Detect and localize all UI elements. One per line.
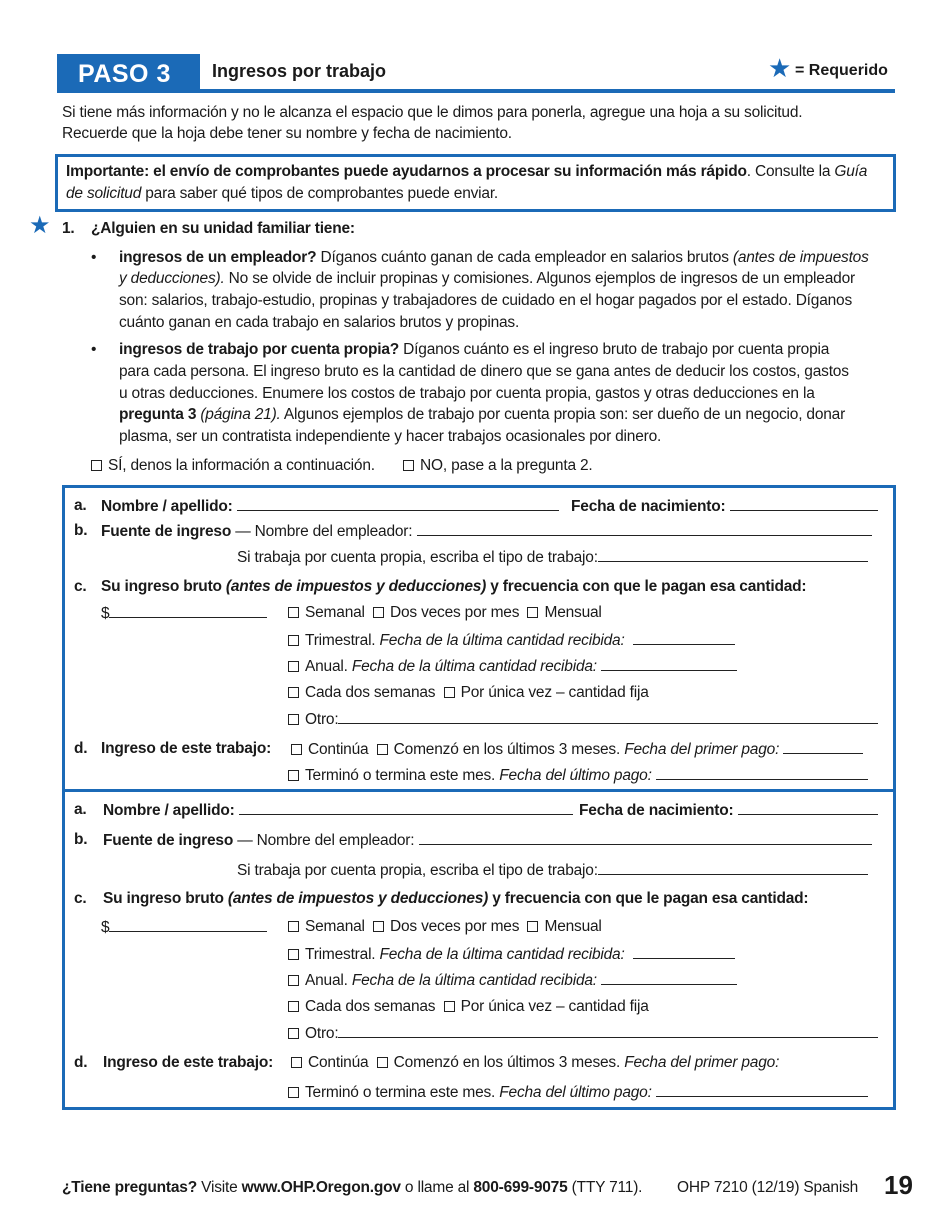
quarterly-row[interactable]: Trimestral. Fecha de la última cantidad recibida: [288, 630, 735, 651]
other-row[interactable]: Otro: [288, 1023, 878, 1044]
annual-date-input[interactable] [601, 656, 737, 671]
row-a-letter: a. [74, 801, 87, 818]
annual-checkbox[interactable] [288, 661, 299, 672]
amount-input[interactable] [109, 603, 267, 618]
name-field[interactable]: Nombre / apellido: [103, 800, 573, 821]
bullet1-line-1: ingresos de un empleador? Díganos cuánto ganan de cada empleador en salarios brutos (antes de impuestos [119, 249, 869, 266]
row-b-letter: b. [74, 831, 88, 848]
ongoing-checkbox[interactable] [291, 744, 302, 755]
name-field[interactable]: Nombre / apellido: [101, 496, 559, 517]
quarterly-checkbox[interactable] [288, 949, 299, 960]
important-line-2: de solicitud para saber qué tipos de comprobantes puede enviar. [66, 185, 499, 202]
footer-contact: ¿Tiene preguntas? Visite www.OHP.Oregon.gov o llame al 800-699-9075 (TTY 711). [62, 1179, 643, 1196]
frequency-row-1[interactable]: Semanal Dos veces por mes Mensual [288, 917, 602, 937]
ongoing-checkbox[interactable] [291, 1057, 302, 1068]
quarterly-date-input[interactable] [633, 944, 735, 959]
bullet1-line-3: son: salarios, trabajo-estudio, propinas y trabajadores de cuidado en el hogar pagados por el estado. Díganos [119, 292, 853, 309]
row-c-letter: c. [74, 890, 87, 907]
yes-option[interactable]: SÍ, denos la información a continuación. [91, 456, 375, 476]
one-time-checkbox[interactable] [444, 1001, 455, 1012]
important-line-1: Importante: el envío de comprobantes puede ayudarnos a procesar su información más rápido. Consulte la Guía [66, 163, 868, 180]
footer-link[interactable]: www.OHP.Oregon.gov [241, 1179, 401, 1196]
bullet2-line-4: pregunta 3 (página 21). Algunos ejemplos de trabajo por cuenta propia son: ser dueño de un negocio, donar [119, 406, 846, 423]
form-id: OHP 7210 (12/19) Spanish [677, 1179, 859, 1196]
annual-row[interactable]: Anual. Fecha de la última cantidad recibida: [288, 970, 737, 991]
employer-input[interactable] [417, 521, 872, 536]
other-row[interactable]: Otro: [288, 709, 878, 730]
intro-line-1: Si tiene más información y no le alcanza el espacio que le dimos para ponerla, agregue una hoja a su solicitud. [62, 104, 803, 121]
job-status-row-2[interactable]: Terminó o termina este mes. Fecha del último pago: [288, 765, 868, 786]
amount-input[interactable] [109, 917, 267, 932]
job-income-label: Ingreso de este trabajo: [101, 740, 272, 757]
weekly-checkbox[interactable] [288, 607, 299, 618]
job-status-row-1[interactable]: Continúa Comenzó en los últimos 3 meses. Fecha del primer pago: [291, 739, 863, 760]
twice-month-checkbox[interactable] [373, 607, 384, 618]
star-icon: ★ [768, 53, 792, 83]
required-note: = Requerido [795, 62, 888, 79]
bullet2-line-2: para cada persona. El ingreso bruto es la cantidad de dinero que se gana antes de deducir los costos, gastos [119, 363, 849, 380]
row-d-letter: d. [74, 740, 88, 757]
amount-field[interactable]: $ [101, 603, 267, 624]
required-star-icon: ★ [29, 212, 51, 239]
page-title: Ingresos por trabajo [212, 61, 387, 81]
other-checkbox[interactable] [288, 714, 299, 725]
frequency-row-1[interactable]: Semanal Dos veces por mes Mensual [288, 603, 602, 623]
dob-field[interactable]: Fecha de nacimiento: [571, 496, 878, 517]
dob-input[interactable] [730, 496, 878, 511]
no-option[interactable]: NO, pase a la pregunta 2. [403, 456, 593, 476]
twice-month-checkbox[interactable] [373, 921, 384, 932]
ended-checkbox[interactable] [288, 1087, 299, 1098]
biweekly-checkbox[interactable] [288, 1001, 299, 1012]
intro-line-2: Recuerde que la hoja debe tener su nombre y fecha de nacimiento. [62, 125, 512, 142]
name-input[interactable] [239, 800, 573, 815]
form-divider [62, 789, 896, 792]
yes-checkbox[interactable] [91, 460, 102, 471]
question-number: 1. [62, 220, 75, 237]
bullet-icon: • [91, 341, 97, 358]
annual-date-input[interactable] [601, 970, 737, 985]
quarterly-date-input[interactable] [633, 630, 735, 645]
annual-row[interactable]: Anual. Fecha de la última cantidad recibida: [288, 656, 737, 677]
bullet1-line-2: y deducciones). No se olvide de incluir propinas y comisiones. Algunos ejemplos de ingresos de un empleador [119, 270, 855, 287]
bullet-icon: • [91, 249, 97, 266]
last-pay-input[interactable] [656, 1082, 868, 1097]
amount-field[interactable]: $ [101, 917, 267, 938]
step-label: PASO 3 [78, 60, 171, 88]
row-a-letter: a. [74, 497, 87, 514]
page-number: 19 [884, 1170, 913, 1200]
bullet2-line-1: ingresos de trabajo por cuenta propia? Díganos cuánto es el ingreso bruto de trabajo por cuenta propia [119, 341, 830, 358]
gross-income-heading: Su ingreso bruto (antes de impuestos y deducciones) y frecuencia con que le pagan esa cantidad: [103, 890, 809, 907]
employer-input[interactable] [419, 830, 872, 845]
monthly-checkbox[interactable] [527, 607, 538, 618]
job-status-row-1[interactable]: Continúa Comenzó en los últimos 3 meses. Fecha del primer pago: [291, 1053, 779, 1073]
self-employed-input[interactable] [598, 860, 868, 875]
other-input[interactable] [338, 709, 878, 724]
gross-income-heading: Su ingreso bruto (antes de impuestos y deducciones) y frecuencia con que le pagan esa cantidad: [101, 578, 807, 595]
quarterly-row[interactable]: Trimestral. Fecha de la última cantidad recibida: [288, 944, 735, 965]
job-status-row-2[interactable]: Terminó o termina este mes. Fecha del último pago: [288, 1082, 868, 1103]
one-time-checkbox[interactable] [444, 687, 455, 698]
job-income-label: Ingreso de este trabajo: [103, 1054, 274, 1071]
header-rule [57, 89, 895, 93]
self-employed-field[interactable]: Si trabaja por cuenta propia, escriba el tipo de trabajo: [237, 860, 868, 881]
question-text: ¿Alguien en su unidad familiar tiene: [91, 220, 355, 237]
bullet2-line-3: u otras deducciones. Enumere los costos de trabajo por cuenta propia, gastos y otras deducciones en la [119, 385, 815, 402]
dob-input[interactable] [738, 800, 878, 815]
self-employed-input[interactable] [598, 547, 868, 562]
other-input[interactable] [338, 1023, 878, 1038]
row-d-letter: d. [74, 1054, 88, 1071]
quarterly-checkbox[interactable] [288, 635, 299, 646]
row-b-letter: b. [74, 522, 88, 539]
bullet1-line-4: cuánto ganan en cada trabajo en salarios brutos y propinas. [119, 314, 520, 331]
employer-field[interactable]: Fuente de ingreso — Nombre del empleador: [101, 521, 872, 542]
name-input[interactable] [237, 496, 559, 511]
biweekly-checkbox[interactable] [288, 687, 299, 698]
first-pay-input[interactable] [783, 739, 863, 754]
employer-field[interactable]: Fuente de ingreso — Nombre del empleador: [103, 830, 872, 851]
monthly-checkbox[interactable] [527, 921, 538, 932]
no-checkbox[interactable] [403, 460, 414, 471]
bullet2-line-5: plasma, ser un contratista independiente y hacer trabajos ocasionales por dinero. [119, 428, 662, 445]
started-checkbox[interactable] [377, 744, 388, 755]
ended-checkbox[interactable] [288, 770, 299, 781]
frequency-row-4[interactable]: Cada dos semanas Por única vez – cantidad fija [288, 997, 649, 1017]
dob-field[interactable]: Fecha de nacimiento: [579, 800, 878, 821]
annual-checkbox[interactable] [288, 975, 299, 986]
other-checkbox[interactable] [288, 1028, 299, 1039]
weekly-checkbox[interactable] [288, 921, 299, 932]
last-pay-input[interactable] [656, 765, 868, 780]
row-c-letter: c. [74, 578, 87, 595]
started-checkbox[interactable] [377, 1057, 388, 1068]
self-employed-field[interactable]: Si trabaja por cuenta propia, escriba el tipo de trabajo: [237, 547, 868, 568]
frequency-row-4[interactable]: Cada dos semanas Por única vez – cantidad fija [288, 683, 649, 703]
